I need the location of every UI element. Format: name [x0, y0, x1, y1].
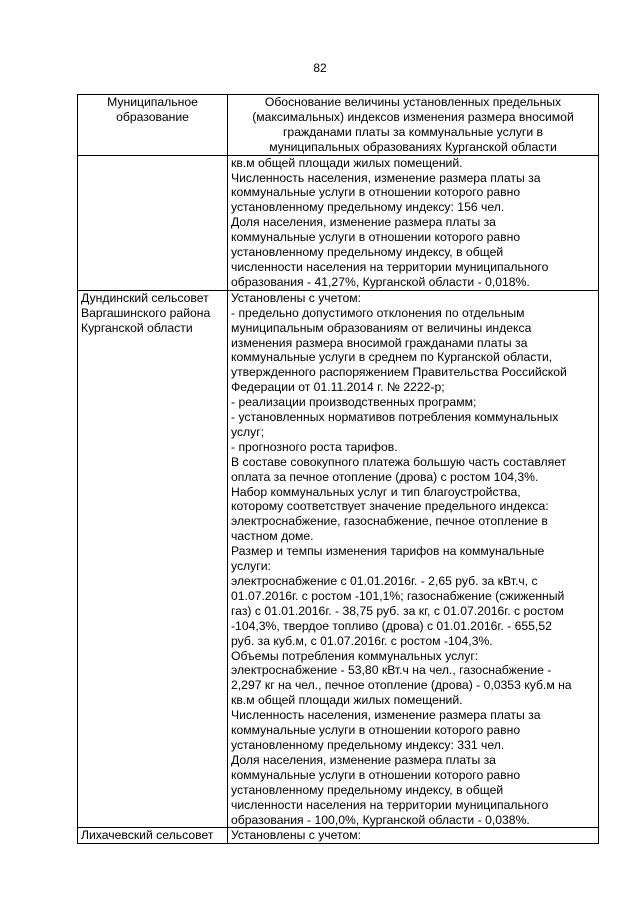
justification-text-line: численности населения на территории муниципального [231, 797, 549, 812]
justification-text-line: изменения размера вносимой гражданами платы за [231, 335, 528, 350]
header-line: Муниципальное [107, 95, 198, 109]
justification-text-line: кв.м общей площади жилых помещений. [231, 693, 463, 708]
municipality-name-line: Дундинский сельсовет [81, 290, 209, 305]
header-line: гражданами платы за коммунальные услуги в [282, 124, 544, 139]
justification-text-line: 01.07.2016г. с ростом -101,1%; газоснабжение (сжиженный [231, 588, 565, 603]
justification-text-line: частном доме. [231, 529, 314, 544]
header-justification [228, 95, 599, 156]
justification-text-line: газ) с 01.01.2016г. - 38,75 руб. за кг, с 01.07.2016г. с ростом [231, 603, 564, 618]
justification-text-line: Объемы потребления коммунальных услуг: [231, 648, 479, 663]
table-row [78, 155, 599, 290]
justification-text-line: электроснабжение, газоснабжение, печное отопление в [231, 514, 548, 529]
justification-text-line: Набор коммунальных услуг и тип благоустройства, [231, 484, 521, 499]
justification-text-line: образования - 41,27%, Курганской области - 0,018%. [231, 274, 530, 289]
justification-text-line: Федерации от 01.11.2014 г. № 2222-р; [231, 380, 445, 395]
header-line: (максимальных) индексов изменения размера вносимой [252, 109, 574, 124]
table-row [78, 290, 599, 828]
justification-text-line: - предельно допустимого отклонения по отдельным [231, 305, 525, 320]
justification-cell [228, 290, 599, 828]
justification-text-line: установленному предельному индексу: 156 чел. [231, 200, 505, 215]
page-number: 82 [313, 61, 327, 75]
table-header-row [78, 95, 599, 156]
table-row [78, 828, 599, 844]
header-line: Обоснование величины установленных предельных [264, 95, 562, 109]
header-line: муниципальных образованиях Курганской области [269, 139, 557, 154]
justification-text-line: Доля населения, изменение размера платы за [231, 752, 496, 767]
justification-text-line: - установленных нормативов потребления коммунальных [231, 410, 559, 425]
municipality-cell [78, 828, 228, 844]
justification-text-line: коммунальные услуги в отношении которого равно [231, 723, 521, 738]
justification-text-line: коммунальные услуги в среднем по Курганской области, [231, 350, 553, 365]
justification-text-line: электроснабжение с 01.01.2016г. - 2,65 руб. за кВт.ч, с [231, 574, 538, 588]
justification-table [77, 94, 599, 844]
justification-text-line: муниципальным образованиям от величины индекса [231, 320, 532, 335]
justification-text-line: услуг; [231, 424, 265, 439]
justification-text-line: В составе совокупного платежа большую часть составляет [231, 454, 567, 469]
justification-text-line: оплата за печное отопление (дрова) с ростом 104,3%. [231, 469, 539, 484]
justification-text-line: руб. за куб.м, с 01.07.2016г. с ростом -104,3%. [231, 633, 493, 648]
justification-cell [228, 828, 599, 844]
justification-text-line: коммунальные услуги в отношении которого равно [231, 767, 521, 782]
municipality-name-line: Лихачевский сельсовет [81, 828, 214, 843]
justification-text-line: Размер и темпы изменения тарифов на коммунальные [231, 544, 545, 559]
justification-text-line: утвержденного распоряжением Правительства Российской [231, 365, 567, 380]
justification-text-line: Установлены с учетом: [231, 828, 361, 843]
justification-text-line: 2,297 кг на чел., печное отопление (дрова) - 0,0353 куб.м на [231, 678, 572, 693]
justification-text-line: Численность населения, изменение размера платы за [231, 170, 541, 185]
justification-text-line: установленному предельному индексу: 331 чел. [231, 737, 505, 752]
header-line: образование [116, 109, 189, 124]
municipality-name-line: Варгашинского района [81, 305, 211, 320]
header-municipality [78, 95, 228, 156]
justification-text-line: которому соответствует значение предельного индекса: [231, 499, 549, 514]
justification-text-line: установленному предельному индексу, в общей [231, 782, 504, 797]
justification-text-line: Доля населения, изменение размера платы за [231, 215, 496, 230]
justification-text-line: услуги: [231, 559, 271, 574]
justification-text-line: коммунальные услуги в отношении которого равно [231, 230, 521, 245]
justification-text-line: Установлены с учетом: [231, 290, 361, 305]
justification-text-line: Численность населения, изменение размера платы за [231, 708, 541, 723]
municipality-cell [78, 290, 228, 828]
justification-text-line: численности населения на территории муниципального [231, 259, 549, 274]
municipality-name-line: Курганской области [81, 320, 193, 335]
justification-text-line: -104,3%, твердое топливо (дрова) с 01.01.2016г. - 655,52 [231, 618, 552, 633]
justification-text-line: - реализации производственных программ; [231, 395, 477, 410]
justification-text-line: кв.м общей площади жилых помещений. [231, 155, 463, 170]
justification-text-line: образования - 100,0%, Курганской области - 0,038%. [231, 812, 530, 827]
justification-text-line: электроснабжение - 53,80 кВт.ч на чел., газоснабжение - [231, 663, 552, 678]
justification-text-line: установленному предельному индексу, в общей [231, 245, 504, 260]
justification-text-line: коммунальные услуги в отношении которого равно [231, 185, 521, 200]
justification-cell [228, 155, 599, 290]
municipality-cell [78, 155, 228, 290]
justification-text-line: - прогнозного роста тарифов. [231, 439, 398, 454]
